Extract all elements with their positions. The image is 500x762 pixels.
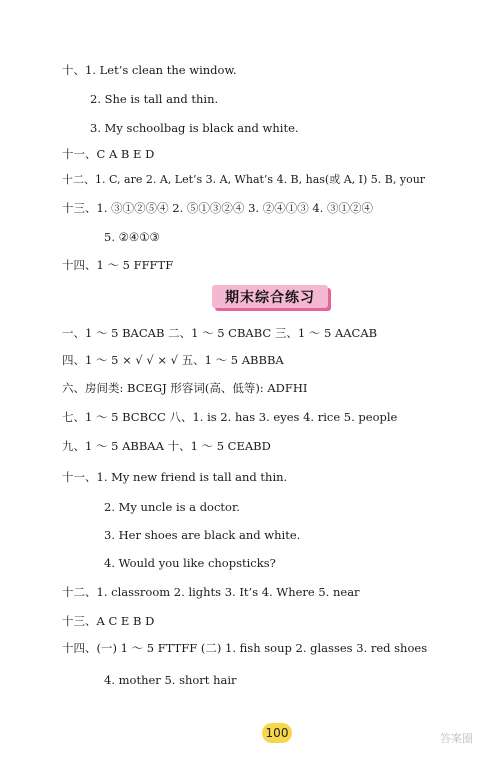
answer-line-17: 4. Would you like chopsticks?	[104, 556, 276, 570]
answer-line-7: 5. ②④①③	[104, 230, 160, 244]
watermark: 答案圈	[440, 732, 473, 745]
answer-line-4: 十一、C A B E D	[62, 147, 155, 161]
answer-line-13: 九、1 ～ 5 ABBAA 十、1 ～ 5 CEABD	[62, 439, 271, 453]
answer-line-19: 十三、A C E B D	[62, 614, 155, 628]
answer-line-21: 4. mother 5. short hair	[104, 673, 237, 687]
answer-line-12: 七、1 ～ 5 BCBCC 八、1. is 2. has 3. eyes 4. rice 5. people	[62, 410, 398, 424]
answer-line-5: 十二、1. C, are 2. A, Let’s 3. A, What’s 4. B, has(或 A, I) 5. B, your	[62, 173, 426, 186]
answer-line-10: 四、1 ～ 5 × √ √ × √ 五、1 ～ 5 ABBBA	[62, 353, 284, 367]
section-title: 期末综合练习	[212, 285, 328, 308]
answer-line-3: 3. My schoolbag is black and white.	[90, 121, 299, 135]
answer-line-9: 一、1 ～ 5 BACAB 二、1 ～ 5 CBABC 三、1 ～ 5 AACAB	[62, 326, 378, 340]
answer-line-14: 十一、1. My new friend is tall and thin.	[62, 470, 288, 484]
page-number: 100	[262, 723, 292, 743]
answer-line-15: 2. My uncle is a doctor.	[104, 500, 240, 514]
answer-line-18: 十二、1. classroom 2. lights 3. It’s 4. Where 5. near	[62, 585, 360, 599]
answer-line-11: 六、房间类: BCEGJ 形容词(高、低等): ADFHI	[62, 381, 308, 395]
answer-line-6: 十三、1. ③①②⑤④ 2. ⑤①③②④ 3. ②④①③ 4. ③①②④	[62, 201, 373, 215]
answer-line-1: 十、1. Let’s clean the window.	[62, 63, 237, 77]
answer-line-8: 十四、1 ～ 5 FFFTF	[62, 258, 174, 272]
answer-line-2: 2. She is tall and thin.	[90, 92, 219, 106]
answer-line-20: 十四、(一) 1 ～ 5 FTTFF (二) 1. fish soup 2. glasses 3. red shoes	[62, 641, 428, 655]
answer-line-16: 3. Her shoes are black and white.	[104, 528, 301, 542]
